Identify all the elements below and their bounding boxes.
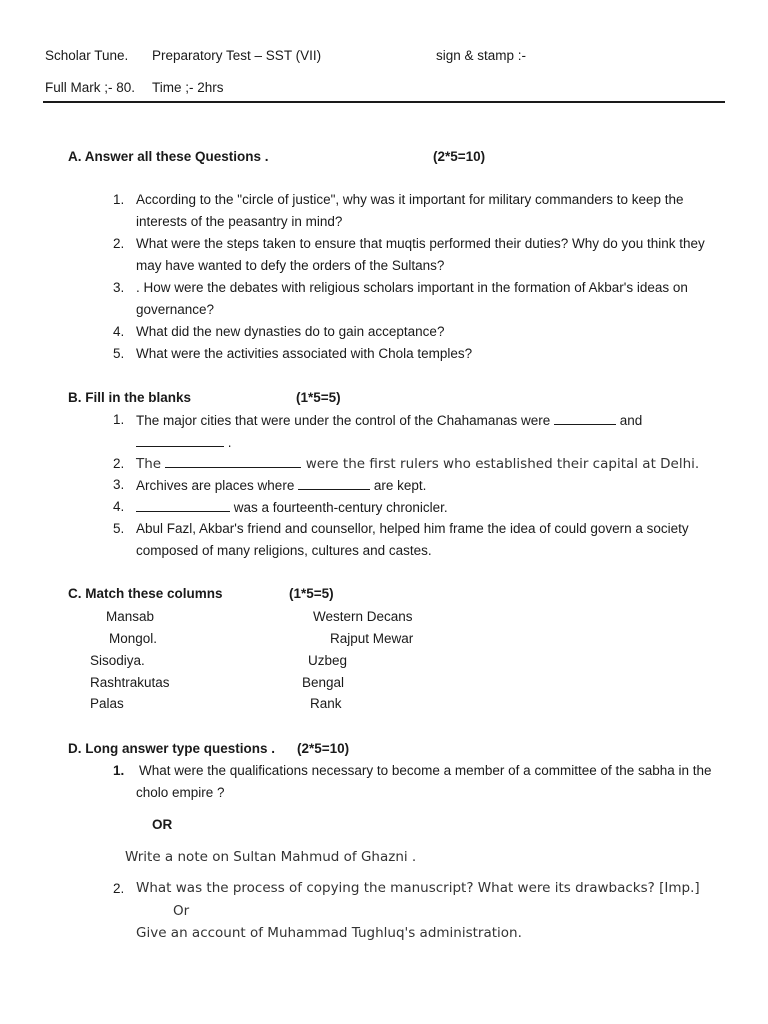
- or-separator-1: OR: [152, 817, 173, 832]
- match-right-5: Rank: [310, 696, 342, 711]
- section-a-q3: . How were the debates with religious scholars important in the formation of Akbar's ideas on governance?: [136, 280, 688, 317]
- section-b-q2-num: 2.: [113, 456, 125, 471]
- section-b-q1-line1: [136, 412, 642, 428]
- section-b-q2-end: were the first rulers who established their capital at Delhi.: [305, 456, 700, 472]
- section-b-q4-end: was a fourteenth-century chronicler.: [233, 500, 448, 515]
- section-a-q1: According to the "circle of justice", why was it important for military commanders to keep the interests of the peasantry in mind?: [136, 192, 684, 229]
- blank-line: [136, 434, 224, 447]
- match-right-1: Western Decans: [313, 609, 413, 624]
- section-a-q2: What were the steps taken to ensure that muqtis performed their duties? Why do you think they may have wanted to defy the orders of the Sultans?: [136, 236, 705, 273]
- section-b-q1-line2: [136, 434, 232, 450]
- blank-line: [165, 455, 301, 468]
- section-d-q1: What were the qualifications necessary to become a member of a committee of the sabha in the cholo empire ?: [136, 763, 712, 800]
- match-left-2: Mongol.: [109, 631, 158, 646]
- section-b-q1-end: .: [227, 435, 232, 450]
- section-a-q4: What did the new dynasties do to gain acceptance?: [136, 324, 445, 339]
- school-name: Scholar Tune.: [45, 48, 129, 63]
- or-separator-2: Or: [173, 903, 190, 919]
- section-b-q4: [136, 499, 448, 515]
- blank-line: [554, 412, 616, 425]
- section-a-q2-num: 2.: [113, 236, 125, 251]
- match-right-3: Uzbeg: [308, 653, 348, 668]
- section-b-q1-text: The major cities that were under the control of the Chahamanas were: [136, 413, 551, 428]
- match-left-3: Sisodiya.: [90, 653, 145, 668]
- section-a-heading: A. Answer all these Questions .: [68, 149, 269, 164]
- section-b-q3-start: Archives are places where: [136, 478, 295, 493]
- section-b-heading: B. Fill in the blanks: [68, 390, 192, 405]
- match-left-4: Rashtrakutas: [90, 675, 170, 690]
- section-a-marks: (2*5=10): [433, 149, 486, 164]
- section-d-q1-num: 1.: [113, 763, 125, 778]
- section-b-marks: (1*5=5): [296, 390, 341, 405]
- section-b-q5: Abul Fazl, Akbar's friend and counsellor, helped him frame the idea of could govern a society composed of many religions, cultures and castes.: [136, 521, 689, 558]
- section-a-q5-num: 5.: [113, 346, 125, 361]
- match-right-2: Rajput Mewar: [330, 631, 414, 646]
- section-b-q2: [136, 455, 699, 472]
- match-left-1: Mansab: [106, 609, 155, 624]
- blank-line: [136, 499, 230, 512]
- section-d-marks: (2*5=10): [297, 741, 350, 756]
- sign-stamp-label: sign & stamp :-: [436, 48, 527, 63]
- section-a-q4-num: 4.: [113, 324, 125, 339]
- section-d-q2-alt: Give an account of Muhammad Tughluq's administration.: [136, 925, 522, 941]
- section-b-q4-num: 4.: [113, 499, 125, 514]
- full-mark: Full Mark ;- 80.: [45, 80, 136, 95]
- section-a-q1-num: 1.: [113, 192, 125, 207]
- section-a-q5: What were the activities associated with Chola temples?: [136, 346, 473, 361]
- match-right-4: Bengal: [302, 675, 345, 690]
- section-d-heading: D. Long answer type questions .: [68, 741, 276, 756]
- section-a-q3-num: 3.: [113, 280, 125, 295]
- section-b-q1-and: and: [619, 413, 643, 428]
- blank-line: [298, 477, 370, 490]
- test-title: Preparatory Test – SST (VII): [152, 48, 322, 63]
- section-b-q3: [136, 477, 426, 493]
- section-d-q1-alt: Write a note on Sultan Mahmud of Ghazni .: [125, 849, 417, 865]
- section-b-q3-end: are kept.: [373, 478, 427, 493]
- section-b-q2-start: The: [136, 456, 162, 472]
- section-b-q3-num: 3.: [113, 477, 125, 492]
- section-c-marks: (1*5=5): [289, 586, 334, 601]
- section-c-heading: C. Match these columns: [68, 586, 223, 601]
- section-d-q2: What was the process of copying the manuscript? What were its drawbacks? [Imp.]: [136, 880, 700, 896]
- header-divider: [43, 101, 725, 103]
- section-b-q5-num: 5.: [113, 521, 125, 536]
- section-b-q1-num: 1.: [113, 412, 125, 427]
- time-allowed: Time ;- 2hrs: [152, 80, 224, 95]
- section-d-q2-num: 2.: [113, 881, 125, 896]
- match-left-5: Palas: [90, 696, 124, 711]
